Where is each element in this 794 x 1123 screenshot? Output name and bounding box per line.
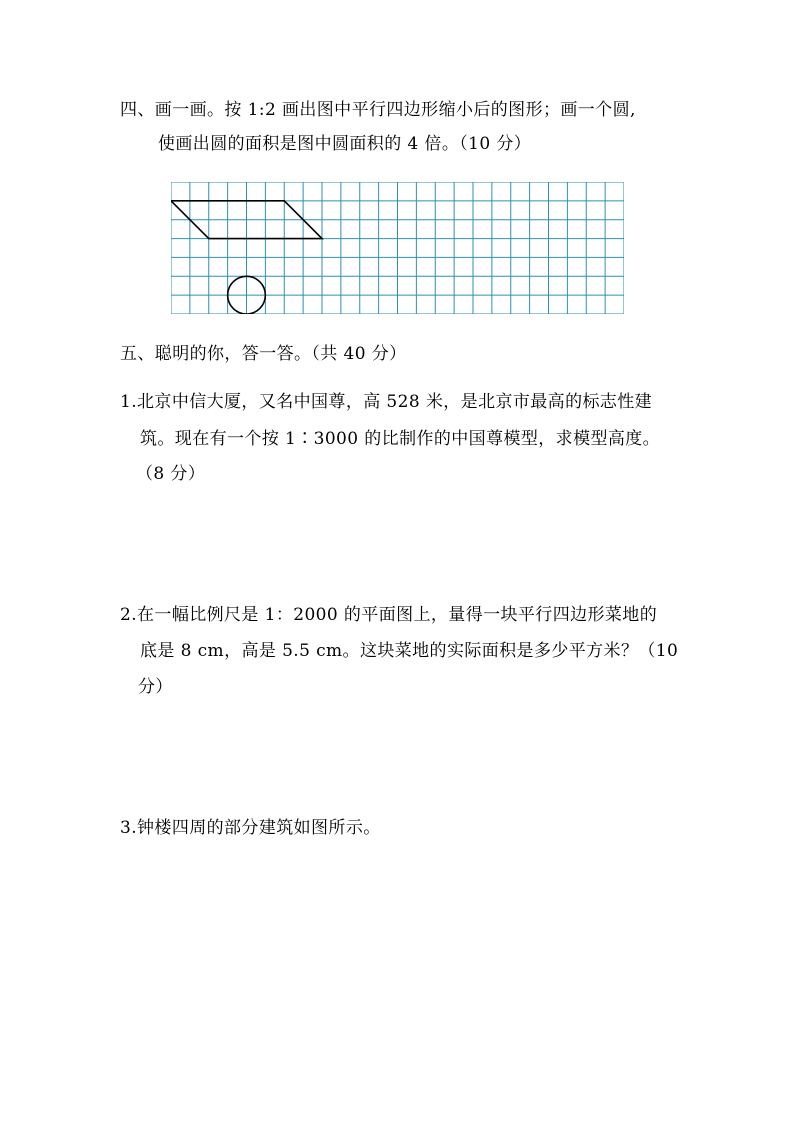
q3-line1: 3.钟楼四周的部分建筑如图所示。 [120,818,381,838]
q1-line3: （8 分） [136,464,206,484]
section5-heading: 五、聪明的你，答一答。（共 40 分） [120,344,407,364]
section4-line2: 使画出圆的面积是图中圆面积的 4 倍。（10 分） [158,134,532,154]
section4-line1: 四、画一画。按 1:2 画出图中平行四边形缩小后的图形；画一个圆, [120,100,636,120]
q2-line1: 2.在一幅比例尺是 1：2000 的平面图上，量得一块平行四边形菜地的 [120,605,658,625]
q2-line2: 底是 8 cm，高是 5.5 cm。这块菜地的实际面积是多少平方米？（10 [140,641,679,661]
q1-line1: 1.北京中信大厦，又名中国尊，高 528 米，是北京市最高的标志性建 [120,392,653,412]
q2-line3: 分） [138,677,173,697]
q1-line2: 筑。现在有一个按 1∶3000 的比制作的中国尊模型，求模型高度。 [140,429,661,449]
drawing-grid[interactable] [171,182,624,314]
